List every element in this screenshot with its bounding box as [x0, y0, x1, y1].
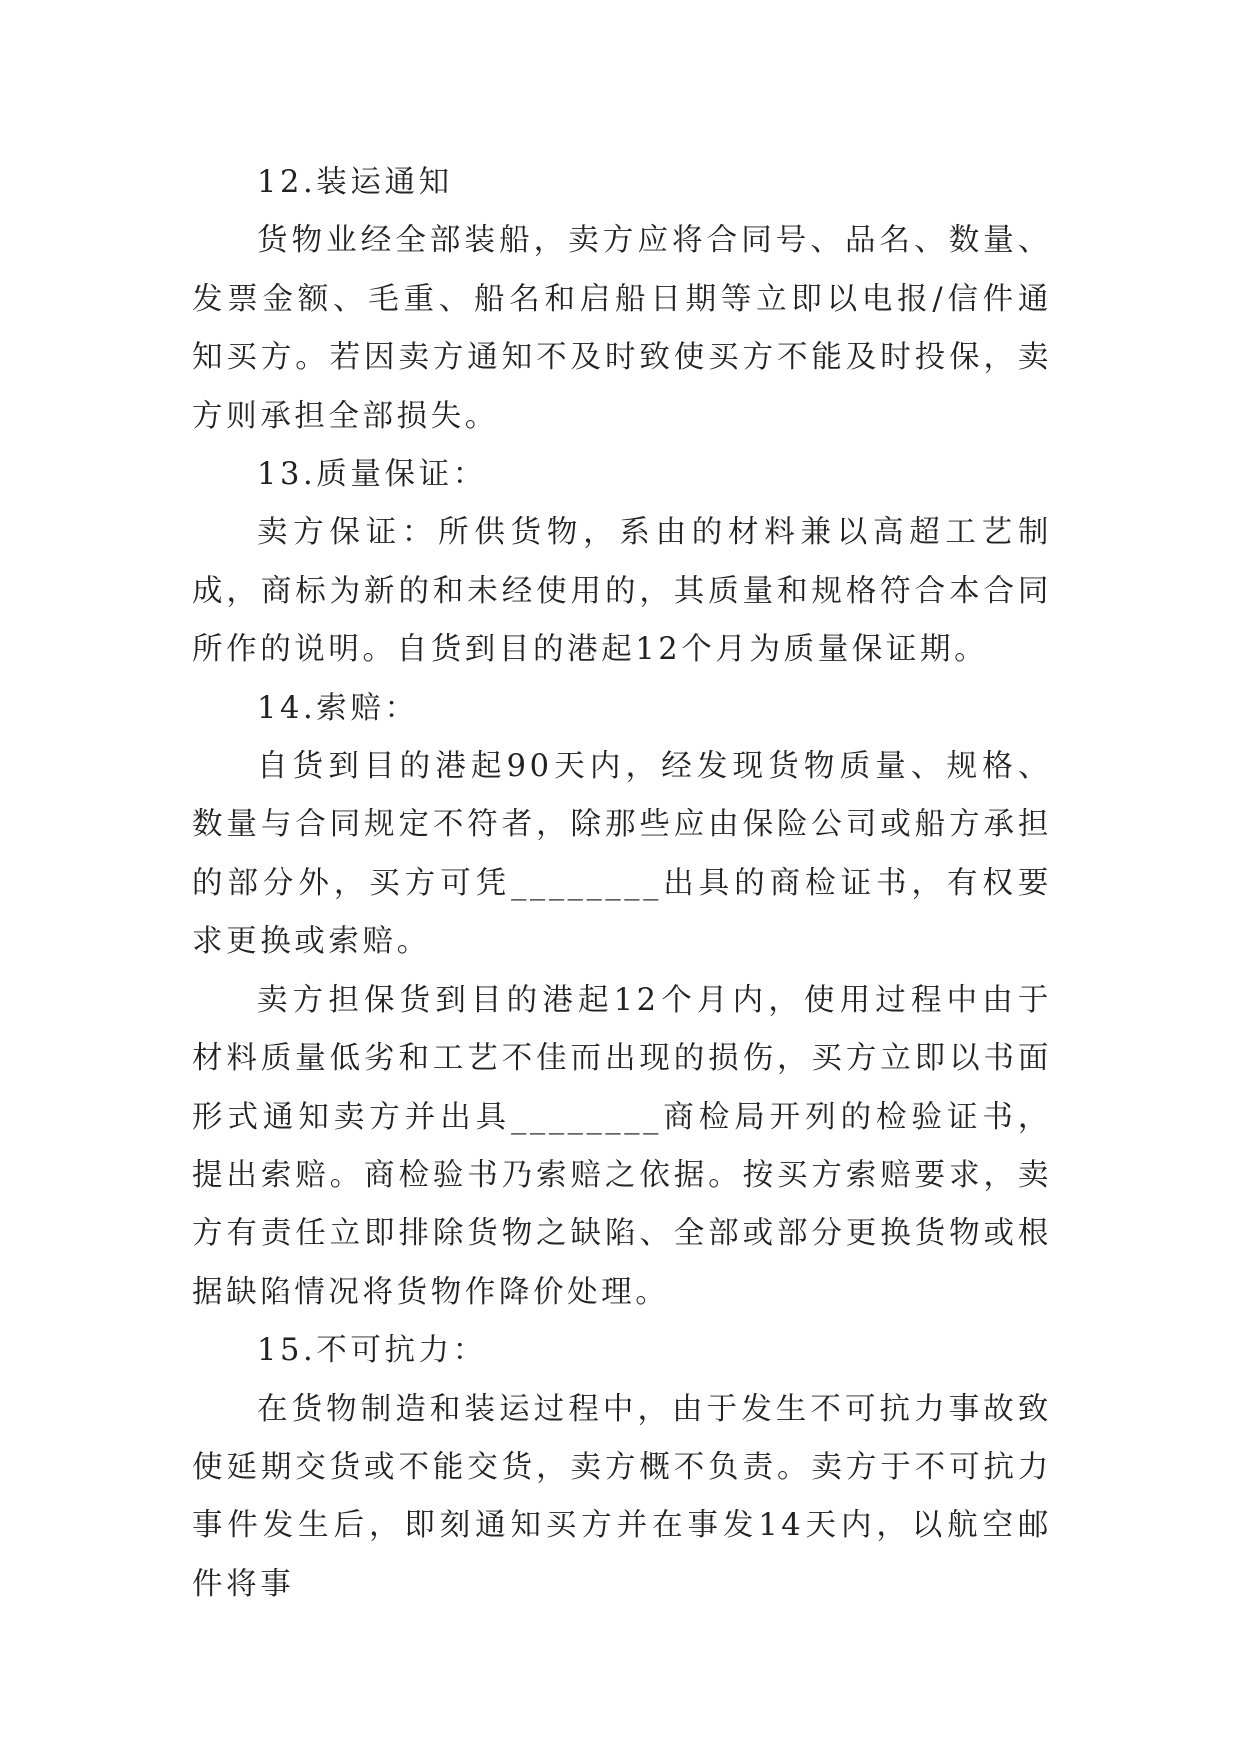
paragraph-claims-12-months: 卖方担保货到目的港起12个月内，使用过程中由于材料质量低劣和工艺不佳而出现的损伤，买方立即以书面形式通知卖方并出具________商检局开列的检验证书，提出索赔。商检验书乃索赔之依据。按买方索赔要求，卖方有责任立即排除货物之缺陷、全部或部分更换货物或根据缺陷情况将货物作降价处理。 [192, 982, 1052, 1310]
section-heading-12: 12.装运通知 [257, 165, 453, 200]
section-heading-13: 13.质量保证： [257, 457, 487, 493]
section-heading-15: 15.不可抗力： [257, 1333, 487, 1369]
paragraph-force-majeure: 在货物制造和装运过程中，由于发生不可抗力事故致使延期交货或不能交货，卖方概不负责。卖方于不可抗力事件发生后，即刻通知买方并在事发14天内，以航空邮件将事 [192, 1391, 1052, 1602]
paragraph-claims-90-days: 自货到目的港起90天内，经发现货物质量、规格、数量与合同规定不符者，除那些应由保险公司或船方承担的部分外，买方可凭________出具的商检证书，有权要求更换或索赔。 [192, 749, 1052, 960]
paragraph-quality-guarantee: 卖方保证：所供货物，系由的材料兼以高超工艺制成，商标为新的和未经使用的，其质量和规格符合本合同所作的说明。自货到目的港起12个月为质量保证期。 [192, 515, 1052, 668]
paragraph-shipping-notice: 货物业经全部装船，卖方应将合同号、品名、数量、发票金额、毛重、船名和启船日期等立即以电报/信件通知买方。若因卖方通知不及时致使买方不能及时投保，卖方则承担全部损失。 [192, 223, 1052, 434]
section-heading-14: 14.索赔： [257, 690, 419, 726]
document-body [192, 154, 1052, 1614]
